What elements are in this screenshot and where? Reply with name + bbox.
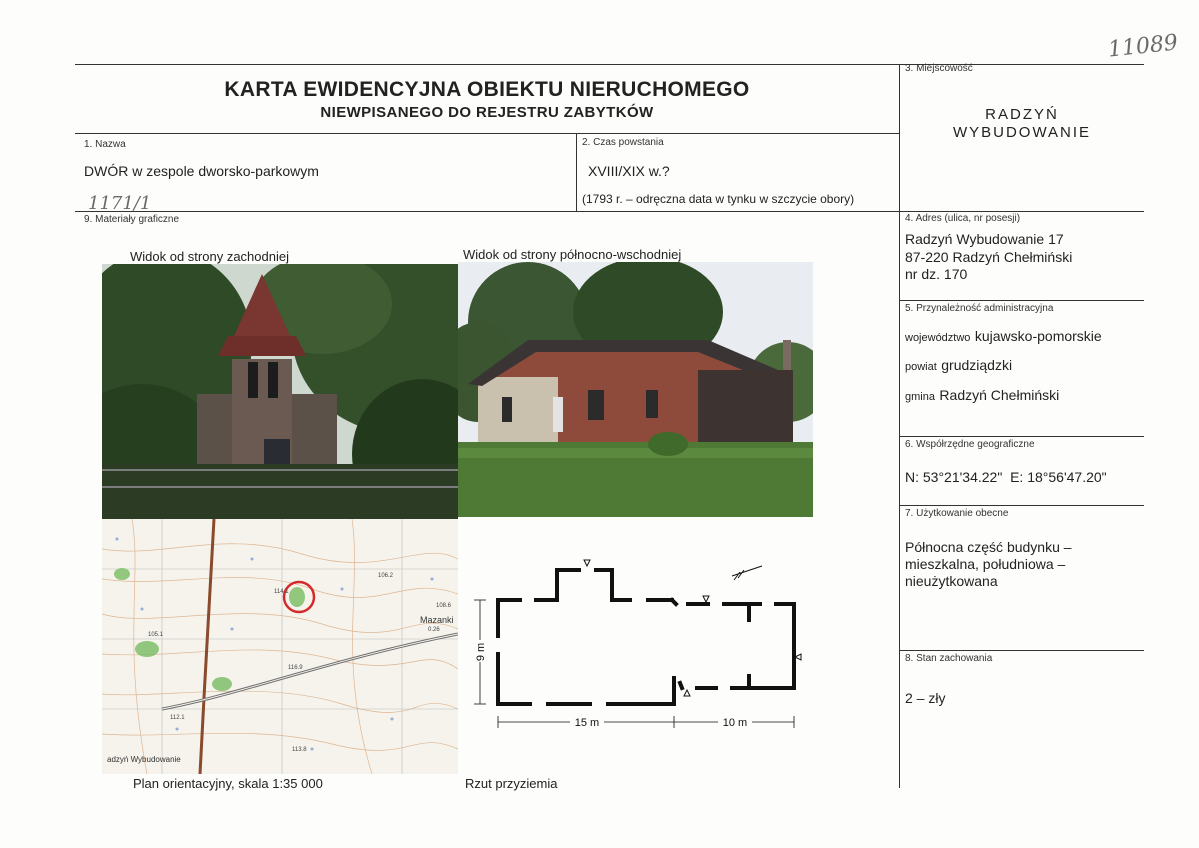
name-value: DWÓR w zespole dworsko-parkowym: [84, 163, 319, 179]
time-label: 2. Czas powstania: [582, 137, 664, 148]
locality-label: 3. Miejscowość: [905, 63, 973, 74]
coords-label: 6. Współrzędne geograficzne: [905, 439, 1035, 450]
county-row: [905, 357, 1012, 375]
county-prefix: powiat: [905, 361, 937, 373]
right-column-divider: [899, 64, 900, 788]
map-label-mazanki: Mazanki: [420, 615, 454, 625]
northeast-view-image: [458, 262, 813, 517]
northeast-view-caption: Widok od strony północno-wschodniej: [463, 247, 682, 262]
time-note: (1793 r. – odręczna data w tynku w szczycie obory): [582, 192, 855, 206]
map-elev-4: 116.9: [288, 665, 303, 671]
archive-number: 11089: [1106, 30, 1180, 63]
map-elev-1: 105.1: [148, 632, 164, 638]
admin-label: 5. Przynależność administracyjna: [905, 303, 1054, 314]
locality-value-1: RADZYŃ: [985, 106, 1059, 123]
address-bottom-line: [899, 300, 1144, 301]
usage-line-3: nieużytkowana: [905, 573, 998, 589]
west-view-photo: [102, 264, 458, 519]
address-line-1: Radzyń Wybudowanie 17: [905, 231, 1064, 247]
voivodeship-prefix: województwo: [905, 332, 971, 344]
locality-value-2: WYBUDOWANIE: [952, 124, 1092, 141]
header-bottom-line: [75, 133, 899, 134]
address-label: 4. Adres (ulica, nr posesji): [905, 213, 1021, 224]
plan-caption: Rzut przyziemia: [465, 776, 558, 791]
map-elev-2: 108.6: [436, 603, 452, 609]
usage-line-2: mieszkalna, południowa –: [905, 556, 1066, 572]
row1-bottom-line: [75, 211, 1144, 212]
usage-line-1: Północna część budynku –: [905, 539, 1072, 555]
coords-bottom-line: [899, 505, 1144, 506]
map-elev-5: 112.1: [170, 715, 185, 721]
graphics-label: 9. Materiały graficzne: [84, 214, 180, 225]
floor-plan: [462, 558, 812, 736]
plan-dimension-10m: 10 m: [722, 717, 748, 729]
condition-label: 8. Stan zachowania: [905, 653, 993, 664]
commune-prefix: gmina: [905, 391, 935, 403]
top-border: [75, 64, 1144, 65]
address-line-2: 87-220 Radzyń Chełmiński: [905, 249, 1073, 265]
address-line-3: nr dz. 170: [905, 266, 968, 282]
name-time-divider: [576, 133, 577, 211]
card-title: KARTA EWIDENCYJNA OBIEKTU NIERUCHOMEGO: [224, 78, 750, 101]
voivodeship-row: [905, 328, 1102, 346]
admin-bottom-line: [899, 436, 1144, 437]
coords-value: N: 53°21'34.22" E: 18°56'47.20": [905, 469, 1107, 485]
usage-label: 7. Użytkowanie obecne: [905, 508, 1009, 519]
west-view-caption: Widok od strony zachodniej: [130, 249, 289, 264]
commune-value: Radzyń Chełmiński: [939, 387, 1060, 403]
map-elev-7: 106.2: [378, 573, 394, 579]
map-caption: Plan orientacyjny, skala 1:35 000: [133, 776, 323, 791]
orientation-map: [102, 519, 458, 774]
county-value: grudziądzki: [941, 357, 1013, 373]
name-label: 1. Nazwa: [84, 139, 126, 150]
voivodeship-value: kujawsko-pomorskie: [974, 328, 1102, 344]
usage-bottom-line: [899, 650, 1144, 651]
map-elev-6: 113.8: [292, 747, 307, 753]
map-elev-8: 0.26: [428, 627, 440, 633]
card-subtitle: NIEWPISANEGO DO REJESTRU ZABYTKÓW: [320, 104, 654, 121]
plan-dimension-15m: 15 m: [574, 717, 600, 729]
condition-value: 2 – zły: [905, 690, 946, 706]
handwritten-code: 1171/1: [88, 193, 152, 214]
northeast-view-photo: [458, 262, 813, 517]
time-value: XVIII/XIX w.?: [588, 163, 670, 179]
commune-row: [905, 387, 1059, 405]
map-label-radzyn: adzyń Wybudowanie: [107, 755, 181, 764]
west-view-image: [102, 264, 458, 519]
plan-dimension-9m: 9 m: [475, 642, 487, 662]
map-elev-3: 114.1: [274, 589, 289, 595]
topographic-map-image: [102, 519, 458, 774]
